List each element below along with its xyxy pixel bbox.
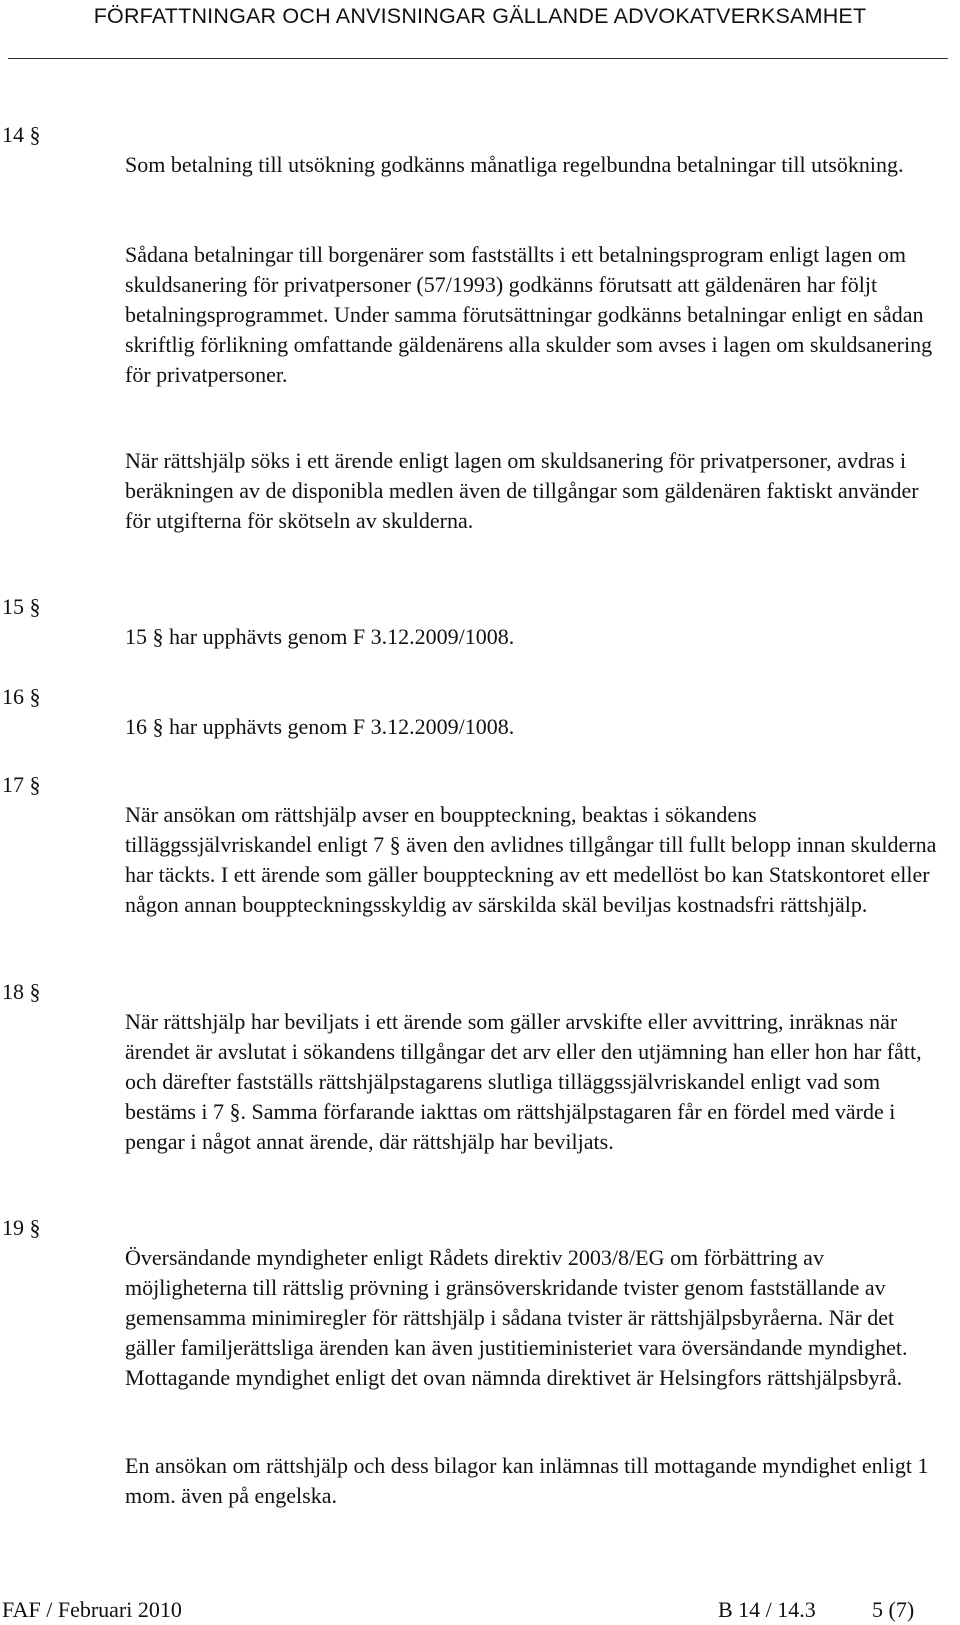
section-label-18: 18 § [2, 979, 41, 1004]
footer-page-number: 5 (7) [872, 1597, 915, 1622]
paragraph-14-2: Sådana betalningar till borgenärer som fastställts i ett betalningsprogram enligt lagen om skuldsanering för privatpersoner (57/1993) godkänns förutsatt att gäldenären har följt betalningsprogrammet. Under samma förutsättningar godkänns betalningar enligt en sådan skriftlig förlikning omfattande gäldenärens alla skulder som avses i lagen om skuldsanering för privatpersoner. [125, 242, 933, 387]
footer-date: FAF / Februari 2010 [2, 1597, 182, 1622]
section-label-17: 17 § [2, 772, 41, 797]
section-label-14: 14 § [2, 122, 41, 147]
section-label-19: 19 § [2, 1215, 41, 1240]
paragraph-19-2: En ansökan om rättshjälp och dess bilagor kan inlämnas till mottagande myndighet enligt 1 mom. även på engelska. [125, 1453, 929, 1508]
page-header: FÖRFATTNINGAR OCH ANVISNINGAR GÄLLANDE ADVOKATVERKSAMHET [93, 4, 867, 28]
paragraph-14-1: Som betalning till utsökning godkänns månatliga regelbundna betalningar till utsökning. [125, 152, 904, 177]
paragraph-17-1: När ansökan om rättshjälp avser en bouppteckning, beaktas i sökandens tilläggssjälvriskandel enligt 7 § även den avlidnes tillgångar till fullt belopp innan skulderna har täckts. I ett ärende som gäller bouppteckning av ett medellöst bo kan Statskontoret eller någon annan bouppteckningsskyldig av särskilda skäl beviljas kostnadsfri rättshjälp. [125, 802, 937, 917]
header-rule [8, 58, 948, 59]
paragraph-18-1: När rättshjälp har beviljats i ett ärende som gäller arvskifte eller avvittring, inräknas när ärendet är avslutat i sökandens tillgångar det arv eller den utjämning han eller hon har fått, och därefter fastställs rättshjälpstagarens slutliga tilläggssjälvriskandel enligt vad som bestäms i 7 §. Samma förfarande iakttas om rättshjälpstagaren får en fördel med värde i pengar i något annat ärende, där rättshjälp har beviljats. [125, 1009, 922, 1154]
paragraph-19-1: Översändande myndigheter enligt Rådets direktiv 2003/8/EG om förbättring av möjligheterna till rättslig prövning i gränsöverskridande tvister genom fastställande av gemensamma minimiregler för rättshjälp i sådana tvister är rättshjälpsbyråerna. När det gäller familjerättsliga ärenden kan även justitieministeriet vara översändande myndighet. Mottagande myndighet enligt det ovan nämnda direktivet är Helsingfors rättshjälpsbyrå. [125, 1245, 908, 1390]
footer-code: B 14 / 14.3 [718, 1597, 816, 1622]
paragraph-15-1: 15 § har upphävts genom F 3.12.2009/1008. [125, 624, 515, 649]
paragraph-14-3: När rättshjälp söks i ett ärende enligt lagen om skuldsanering för privatpersoner, avdras i beräkningen av de disponibla medlen även de tillgångar som gäldenären faktiskt använder för utgifterna för skötseln av skulderna. [125, 448, 919, 533]
paragraph-16-1: 16 § har upphävts genom F 3.12.2009/1008. [125, 714, 515, 739]
section-label-15: 15 § [2, 594, 41, 619]
section-label-16: 16 § [2, 684, 41, 709]
